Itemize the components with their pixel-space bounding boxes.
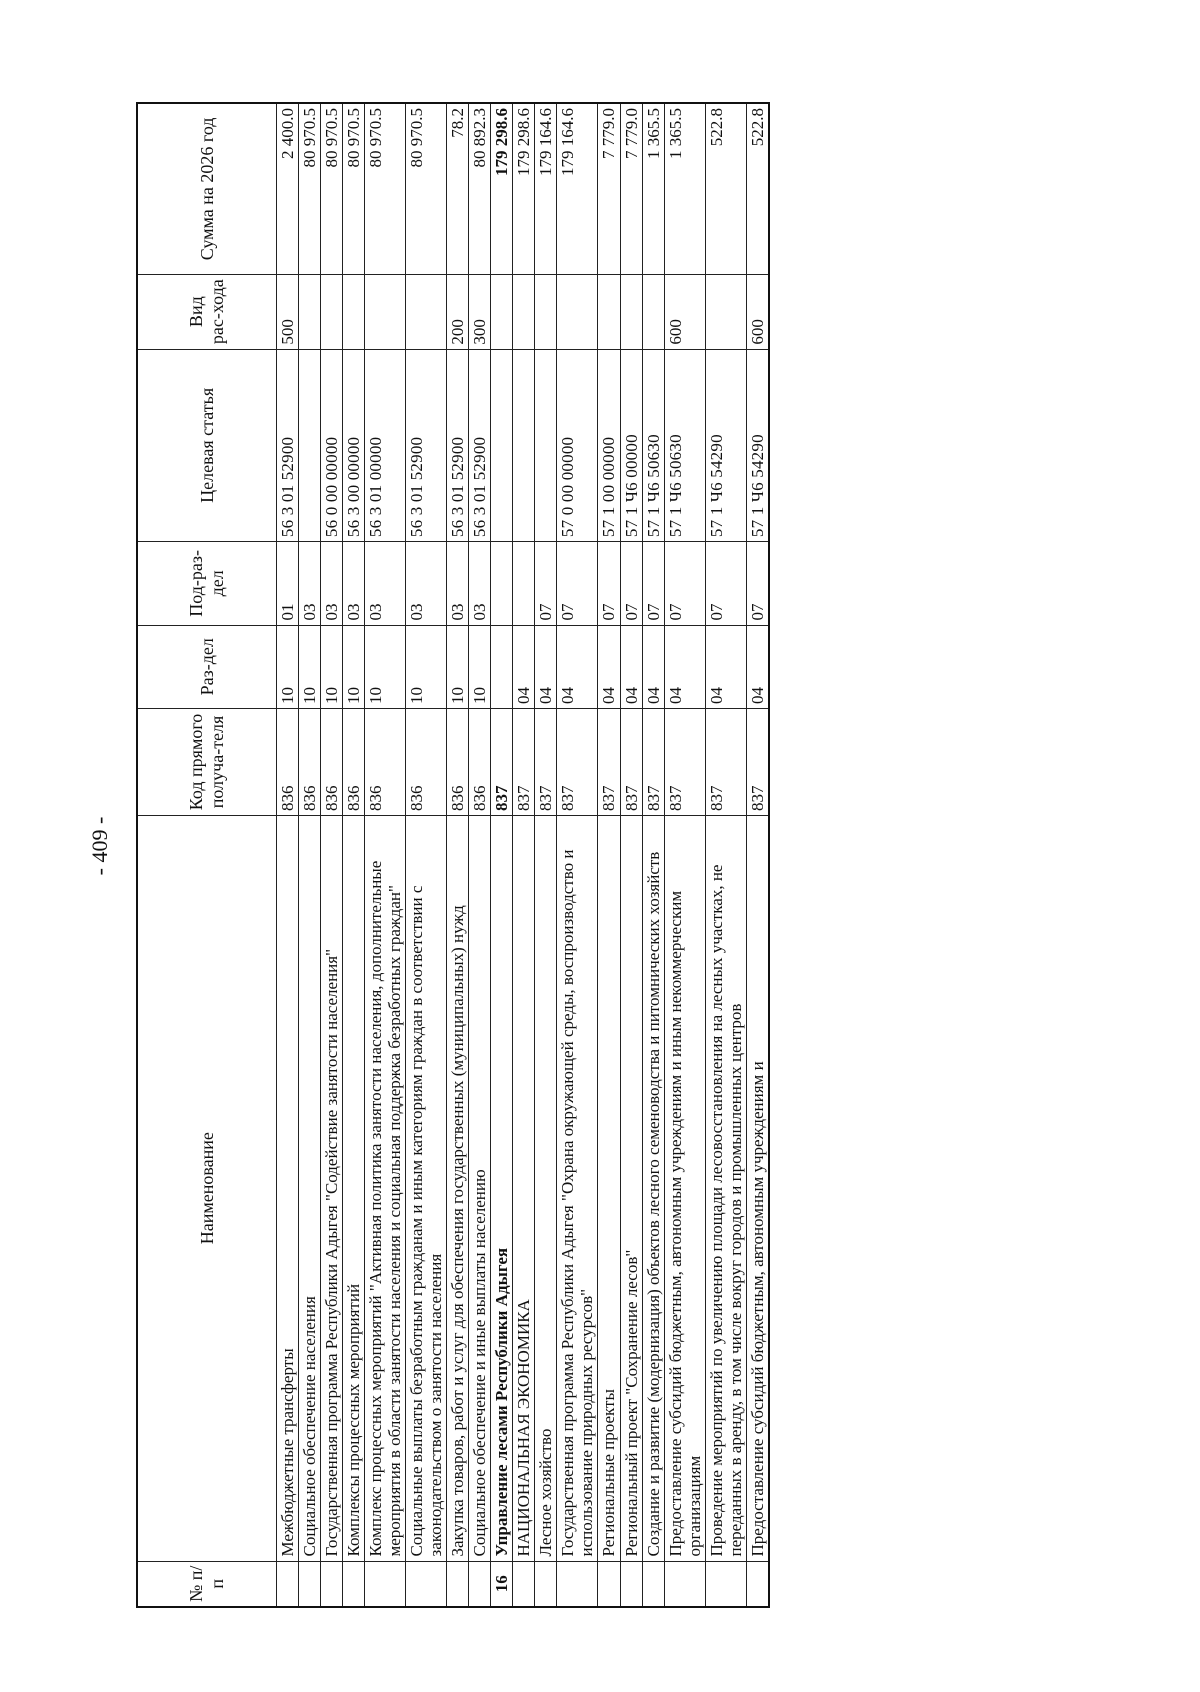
cell-section: 04 xyxy=(535,625,557,708)
cell-sum: 2 400.0 xyxy=(277,103,299,274)
cell-section: 04 xyxy=(513,625,535,708)
cell-name: Предоставление субсидий бюджетным, автономным учреждениям и иным некоммерческим организациям xyxy=(664,815,705,1561)
cell-num xyxy=(598,1561,620,1607)
cell-num xyxy=(746,1561,769,1607)
cell-code: 837 xyxy=(642,708,664,815)
cell-article xyxy=(513,349,535,542)
cell-vid xyxy=(491,274,513,349)
cell-section: 04 xyxy=(642,625,664,708)
table-row xyxy=(321,103,343,1607)
table-row xyxy=(406,103,447,1607)
cell-vid xyxy=(321,274,343,349)
cell-vid xyxy=(406,274,447,349)
cell-article: 57 1 Ч6 50630 xyxy=(642,349,664,542)
cell-num xyxy=(321,1561,343,1607)
cell-subsection: 07 xyxy=(642,542,664,625)
cell-subsection: 03 xyxy=(469,542,491,625)
cell-section: 10 xyxy=(406,625,447,708)
cell-sum: 78.2 xyxy=(447,103,469,274)
cell-name: Социальные выплаты безработным гражданам и иным категориям граждан в соответствии с законодательством о занятости населения xyxy=(406,815,447,1561)
cell-article: 56 3 01 52900 xyxy=(277,349,299,542)
cell-name: Межбюджетные трансферты xyxy=(277,815,299,1561)
cell-vid xyxy=(620,274,642,349)
header-section: Раз-дел xyxy=(137,625,277,708)
cell-article: 57 1 Ч6 54290 xyxy=(746,349,769,542)
cell-article: 57 1 Ч6 54290 xyxy=(705,349,746,542)
cell-article: 56 3 01 52900 xyxy=(469,349,491,542)
cell-code: 837 xyxy=(746,708,769,815)
cell-subsection: 03 xyxy=(343,542,365,625)
cell-section: 10 xyxy=(469,625,491,708)
cell-name: Создание и развитие (модернизация) объектов лесного семеноводства и питомнических хозяйств xyxy=(642,815,664,1561)
cell-article xyxy=(299,349,321,542)
cell-article: 56 3 01 52900 xyxy=(406,349,447,542)
table-row xyxy=(557,103,598,1607)
cell-code: 836 xyxy=(343,708,365,815)
cell-section: 04 xyxy=(705,625,746,708)
cell-article: 56 3 01 52900 xyxy=(447,349,469,542)
header-num: № п/п xyxy=(137,1561,277,1607)
cell-subsection: 07 xyxy=(535,542,557,625)
cell-num xyxy=(620,1561,642,1607)
table-row xyxy=(299,103,321,1607)
cell-section: 10 xyxy=(365,625,406,708)
cell-code: 836 xyxy=(447,708,469,815)
cell-article: 57 1 Ч6 50630 xyxy=(664,349,705,542)
cell-section xyxy=(491,625,513,708)
cell-article: 56 3 01 00000 xyxy=(365,349,406,542)
cell-subsection: 07 xyxy=(620,542,642,625)
cell-vid: 300 xyxy=(469,274,491,349)
table-row xyxy=(469,103,491,1607)
cell-code: 836 xyxy=(365,708,406,815)
cell-article xyxy=(535,349,557,542)
cell-num xyxy=(642,1561,664,1607)
cell-subsection: 03 xyxy=(447,542,469,625)
cell-sum: 80 970.5 xyxy=(299,103,321,274)
cell-vid xyxy=(343,274,365,349)
cell-subsection: 07 xyxy=(557,542,598,625)
cell-vid xyxy=(513,274,535,349)
header-name: Наименование xyxy=(137,815,277,1561)
table-row xyxy=(705,103,746,1607)
cell-subsection: 03 xyxy=(365,542,406,625)
cell-vid: 500 xyxy=(277,274,299,349)
cell-vid: 200 xyxy=(447,274,469,349)
cell-code: 837 xyxy=(535,708,557,815)
cell-section: 10 xyxy=(447,625,469,708)
cell-num: 16 xyxy=(491,1561,513,1607)
page-number: - 409 - xyxy=(87,816,112,876)
cell-sum: 80 970.5 xyxy=(365,103,406,274)
cell-section: 04 xyxy=(557,625,598,708)
cell-name: Комплекс процессных мероприятий "Активная политика занятости населения, дополнительные мероприятия в области занятости населения и социальная поддержка безработных граждан" xyxy=(365,815,406,1561)
cell-section: 10 xyxy=(343,625,365,708)
cell-sum: 179 164.6 xyxy=(535,103,557,274)
budget-table xyxy=(136,102,770,1608)
cell-name: Социальное обеспечение и иные выплаты населению xyxy=(469,815,491,1561)
cell-subsection: 07 xyxy=(598,542,620,625)
cell-num xyxy=(447,1561,469,1607)
cell-num xyxy=(343,1561,365,1607)
header-sum: Сумма на 2026 год xyxy=(137,103,277,274)
cell-vid xyxy=(642,274,664,349)
cell-name: Региональный проект "Сохранение лесов" xyxy=(620,815,642,1561)
cell-sum: 1 365.5 xyxy=(664,103,705,274)
cell-sum: 179 298.6 xyxy=(513,103,535,274)
budget-table-container xyxy=(136,102,1160,1608)
cell-name: Управление лесами Республики Адыгея xyxy=(491,815,513,1561)
cell-vid xyxy=(598,274,620,349)
table-row xyxy=(491,103,513,1607)
cell-num xyxy=(557,1561,598,1607)
cell-article: 57 1 00 00000 xyxy=(598,349,620,542)
cell-sum: 1 365.5 xyxy=(642,103,664,274)
table-row xyxy=(535,103,557,1607)
cell-num xyxy=(535,1561,557,1607)
table-row xyxy=(642,103,664,1607)
table-row xyxy=(664,103,705,1607)
cell-name: Государственная программа Республики Адыгея "Содействие занятости населения" xyxy=(321,815,343,1561)
header-subsection: Под-раз-дел xyxy=(137,542,277,625)
cell-subsection: 03 xyxy=(321,542,343,625)
cell-section: 04 xyxy=(746,625,769,708)
cell-vid xyxy=(557,274,598,349)
cell-num xyxy=(365,1561,406,1607)
header-code: Код прямого получа-теля xyxy=(137,708,277,815)
cell-article: 57 1 Ч6 00000 xyxy=(620,349,642,542)
cell-section: 10 xyxy=(277,625,299,708)
table-row xyxy=(447,103,469,1607)
cell-section: 04 xyxy=(620,625,642,708)
cell-code: 837 xyxy=(513,708,535,815)
cell-subsection xyxy=(491,542,513,625)
cell-code: 837 xyxy=(557,708,598,815)
table-row xyxy=(620,103,642,1607)
cell-section: 10 xyxy=(299,625,321,708)
cell-section: 04 xyxy=(598,625,620,708)
cell-sum: 7 779.0 xyxy=(598,103,620,274)
cell-name: Проведение мероприятий по увеличению площади лесовосстановления на лесных участках, не переданных в аренду, в том числе вокруг городов и промышленных центров xyxy=(705,815,746,1561)
cell-num xyxy=(277,1561,299,1607)
cell-sum: 80 970.5 xyxy=(343,103,365,274)
cell-num xyxy=(664,1561,705,1607)
cell-vid xyxy=(365,274,406,349)
cell-code: 836 xyxy=(299,708,321,815)
cell-vid xyxy=(535,274,557,349)
cell-num xyxy=(406,1561,447,1607)
table-row xyxy=(598,103,620,1607)
table-row xyxy=(365,103,406,1607)
cell-subsection: 07 xyxy=(664,542,705,625)
cell-article: 56 3 00 00000 xyxy=(343,349,365,542)
cell-sum: 80 970.5 xyxy=(321,103,343,274)
table-row xyxy=(277,103,299,1607)
cell-code: 836 xyxy=(277,708,299,815)
cell-article: 57 0 00 00000 xyxy=(557,349,598,542)
cell-vid: 600 xyxy=(746,274,769,349)
cell-name: Социальное обеспечение населения xyxy=(299,815,321,1561)
cell-subsection: 07 xyxy=(705,542,746,625)
cell-name: Региональные проекты xyxy=(598,815,620,1561)
table-header xyxy=(137,103,277,1607)
cell-vid xyxy=(705,274,746,349)
cell-sum: 80 970.5 xyxy=(406,103,447,274)
cell-sum: 7 779.0 xyxy=(620,103,642,274)
table-body xyxy=(277,103,769,1607)
cell-article: 56 0 00 00000 xyxy=(321,349,343,542)
cell-sum: 522.8 xyxy=(705,103,746,274)
header-vid: Вид рас-хода xyxy=(137,274,277,349)
cell-name: НАЦИОНАЛЬНАЯ ЭКОНОМИКА xyxy=(513,815,535,1561)
cell-vid xyxy=(299,274,321,349)
cell-code: 837 xyxy=(664,708,705,815)
cell-subsection xyxy=(513,542,535,625)
table-row xyxy=(343,103,365,1607)
cell-name: Государственная программа Республики Адыгея "Охрана окружающей среды, воспроизводство и использование природных ресурсов" xyxy=(557,815,598,1561)
cell-code: 837 xyxy=(705,708,746,815)
cell-name: Лесное хозяйство xyxy=(535,815,557,1561)
cell-code: 836 xyxy=(469,708,491,815)
cell-code: 836 xyxy=(321,708,343,815)
cell-num xyxy=(513,1561,535,1607)
cell-num xyxy=(469,1561,491,1607)
cell-sum: 522.8 xyxy=(746,103,769,274)
cell-sum: 179 298.6 xyxy=(491,103,513,274)
cell-article xyxy=(491,349,513,542)
cell-name: Комплексы процессных мероприятий xyxy=(343,815,365,1561)
cell-vid: 600 xyxy=(664,274,705,349)
cell-sum: 179 164.6 xyxy=(557,103,598,274)
cell-code: 837 xyxy=(620,708,642,815)
cell-subsection: 03 xyxy=(406,542,447,625)
cell-code: 836 xyxy=(406,708,447,815)
cell-num xyxy=(705,1561,746,1607)
cell-num xyxy=(299,1561,321,1607)
header-row xyxy=(137,103,277,1607)
cell-subsection: 07 xyxy=(746,542,769,625)
cell-subsection: 01 xyxy=(277,542,299,625)
cell-section: 10 xyxy=(321,625,343,708)
table-row xyxy=(746,103,769,1607)
table-row xyxy=(513,103,535,1607)
cell-name: Закупка товаров, работ и услуг для обеспечения государственных (муниципальных) нужд xyxy=(447,815,469,1561)
header-article: Целевая статья xyxy=(137,349,277,542)
cell-sum: 80 892.3 xyxy=(469,103,491,274)
cell-code: 837 xyxy=(598,708,620,815)
cell-code: 837 xyxy=(491,708,513,815)
cell-section: 04 xyxy=(664,625,705,708)
cell-name: Предоставление субсидий бюджетным, автономным учреждениям и xyxy=(746,815,769,1561)
cell-subsection: 03 xyxy=(299,542,321,625)
